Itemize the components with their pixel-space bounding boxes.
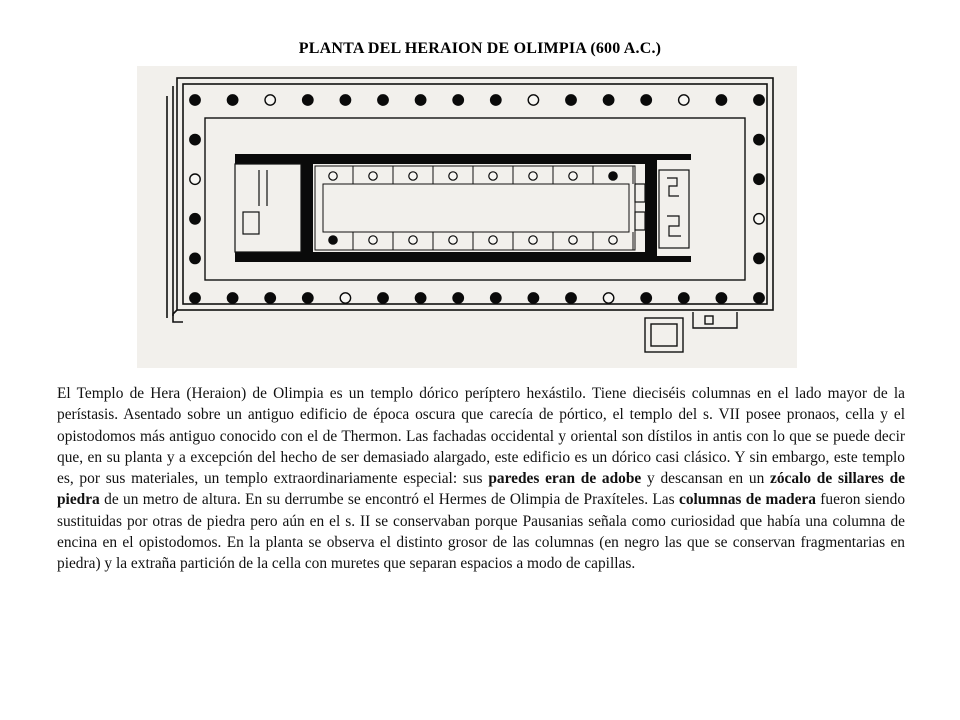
inner-wood-column xyxy=(529,236,537,244)
stone-column xyxy=(190,214,200,224)
emphasis-text: zócalo de sillares de piedra xyxy=(57,470,905,509)
stone-column xyxy=(415,95,425,105)
stone-column xyxy=(679,293,689,303)
stone-column xyxy=(716,293,726,303)
inner-wood-column xyxy=(569,172,577,180)
inner-wood-column xyxy=(609,236,617,244)
stone-column xyxy=(716,95,726,105)
emphasis-text: columnas de madera xyxy=(678,491,816,509)
wood-column xyxy=(754,214,764,224)
paragraph-text: El Templo de Hera (Heraion) de Olimpia es un templo dórico períptero hexástilo. Tiene dieciséis columnas en el lado mayor de la perístasis. Asentado sobre un antiguo edificio de época oscura que carecía de pórtico, el templo del s. VII posee pronaos, cella y el opistodomos más antiguo conocido con el de Thermon. Las fachadas occidental y oriental son dístilos in antis con lo que se puede decir que, en su planta y a excepción del hecho de ser demasiado alargado, este edificio es un dórico casi clásico. Y sin embargo, este templo es, por sus materiales, un templo extraordinariamente especial: sus xyxy=(57,385,905,488)
pronaos-walls xyxy=(235,164,301,252)
stone-column xyxy=(378,95,388,105)
naos-interior xyxy=(315,166,635,250)
stone-column xyxy=(566,95,576,105)
inner-wood-column xyxy=(409,172,417,180)
stone-column xyxy=(754,95,764,105)
cella-columns xyxy=(329,166,633,250)
inner-wood-column xyxy=(329,172,337,180)
temple-floor-plan xyxy=(137,66,797,368)
peristyle-columns xyxy=(190,95,764,303)
platform-outline xyxy=(167,78,773,322)
stone-column xyxy=(641,95,651,105)
stone-column xyxy=(491,95,501,105)
stone-column xyxy=(340,95,350,105)
stone-column xyxy=(603,95,613,105)
inner-wood-column xyxy=(369,172,377,180)
stone-column xyxy=(227,293,237,303)
stone-column xyxy=(566,293,576,303)
inner-wood-column xyxy=(369,236,377,244)
stone-column xyxy=(491,293,501,303)
paragraph-text: de un metro de altura. En su derrumbe se encontró el Hermes de Olimpia de Praxíteles. Las xyxy=(99,491,679,509)
cella-walls xyxy=(235,154,691,262)
wood-column xyxy=(340,293,350,303)
page-title: PLANTA DEL HERAION DE OLIMPIA (600 A.C.) xyxy=(298,40,662,57)
wood-column xyxy=(603,293,613,303)
stone-column xyxy=(190,253,200,263)
wood-column xyxy=(528,95,538,105)
inner-wood-column xyxy=(569,236,577,244)
stone-column xyxy=(303,293,313,303)
stone-column xyxy=(754,253,764,263)
annex-structures xyxy=(645,312,737,352)
stone-column xyxy=(754,174,764,184)
stone-column xyxy=(303,95,313,105)
stone-column xyxy=(453,293,463,303)
inner-wood-column xyxy=(529,172,537,180)
inner-stone-column xyxy=(329,236,337,244)
stone-column xyxy=(528,293,538,303)
stone-column xyxy=(190,95,200,105)
wood-column xyxy=(679,95,689,105)
paragraph-text: fueron siendo sustituidas por otras de piedra pero aún en el s. II se conservaban porque Pausanias señala como curiosidad que había una columna de encina en el opistodomos. En la planta se observa el distinto grosor de las columnas (en negro las que se conservan fragmentarias en piedra) y la extraña partición de la cella con muretes que separan espacios a modo de capillas. xyxy=(57,491,906,573)
inner-wood-column xyxy=(449,172,457,180)
stone-column xyxy=(415,293,425,303)
stone-column xyxy=(190,134,200,144)
stone-column xyxy=(227,95,237,105)
emphasis-text: paredes eran de adobe xyxy=(488,470,642,488)
stone-column xyxy=(641,293,651,303)
description-paragraph xyxy=(57,383,905,575)
opisthodomos-detail xyxy=(635,170,689,248)
stone-column xyxy=(754,293,764,303)
inner-stone-column xyxy=(609,172,617,180)
stone-column xyxy=(190,293,200,303)
stone-column xyxy=(265,293,275,303)
stone-column xyxy=(378,293,388,303)
wood-column xyxy=(265,95,275,105)
stone-column xyxy=(453,95,463,105)
paragraph-text: y descansan en un xyxy=(641,470,771,488)
inner-wood-column xyxy=(489,172,497,180)
wood-column xyxy=(190,174,200,184)
inner-wood-column xyxy=(409,236,417,244)
inner-wood-column xyxy=(449,236,457,244)
stone-column xyxy=(754,134,764,144)
inner-wood-column xyxy=(489,236,497,244)
